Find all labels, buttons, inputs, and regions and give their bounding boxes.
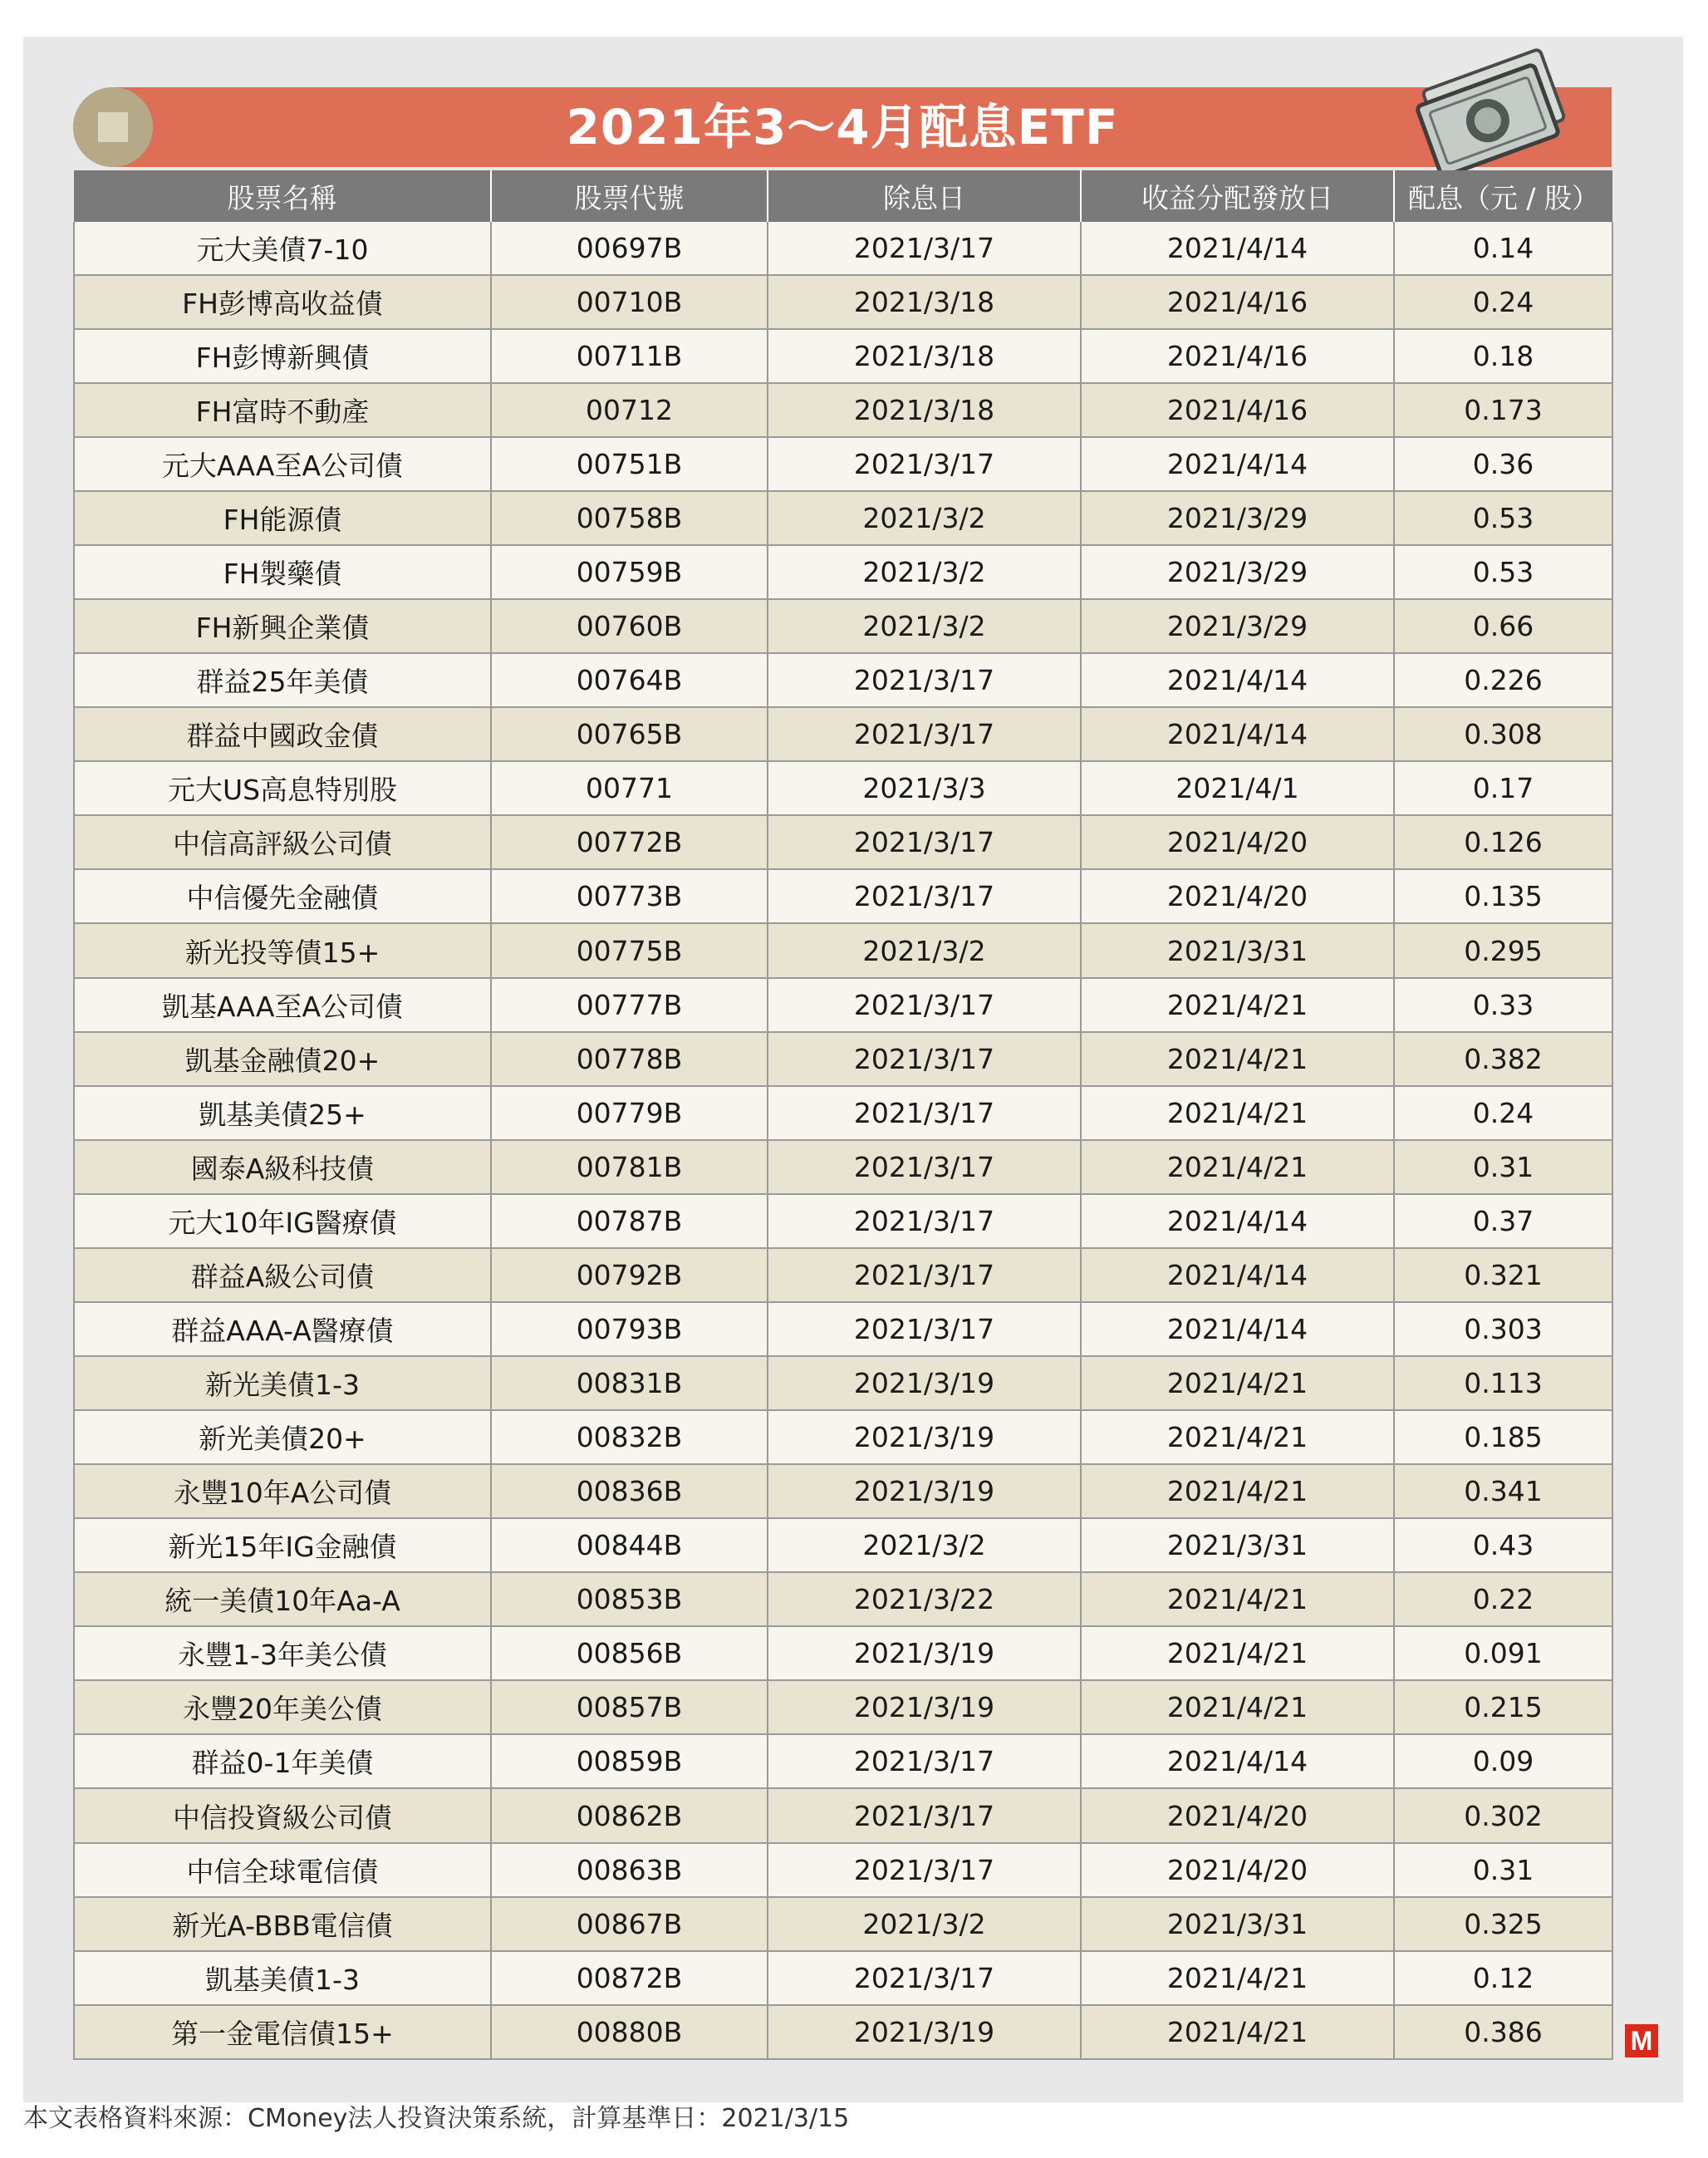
money-bill-icon xyxy=(1404,48,1578,173)
cell-payment-date: 2021/4/21 xyxy=(1081,1086,1394,1140)
cell-stock-code: 00765B xyxy=(491,707,768,761)
cell-ex-dividend-date: 2021/3/19 xyxy=(768,2005,1081,2059)
cell-payment-date: 2021/4/21 xyxy=(1081,978,1394,1032)
cell-ex-dividend-date: 2021/3/18 xyxy=(768,329,1081,383)
table-row xyxy=(74,329,1612,383)
cell-ex-dividend-date: 2021/3/17 xyxy=(768,1140,1081,1194)
cell-dividend: 0.386 xyxy=(1394,2005,1612,2059)
table-row xyxy=(74,1734,1612,1788)
cell-stock-name: FH製藥債 xyxy=(74,545,491,599)
table-row xyxy=(74,1032,1612,1086)
cell-ex-dividend-date: 2021/3/17 xyxy=(768,978,1081,1032)
cell-payment-date: 2021/4/20 xyxy=(1081,869,1394,923)
cell-stock-code: 00710B xyxy=(491,275,768,329)
cell-stock-name: 中信高評級公司債 xyxy=(74,815,491,869)
cell-dividend: 0.091 xyxy=(1394,1626,1612,1680)
cell-ex-dividend-date: 2021/3/2 xyxy=(768,599,1081,653)
cell-stock-code: 00872B xyxy=(491,1951,768,2005)
cell-stock-name: FH彭博高收益債 xyxy=(74,275,491,329)
cell-payment-date: 2021/4/21 xyxy=(1081,1626,1394,1680)
cell-stock-code: 00831B xyxy=(491,1356,768,1410)
table-row xyxy=(74,1140,1612,1194)
cell-stock-code: 00775B xyxy=(491,923,768,977)
cell-stock-code: 00697B xyxy=(491,222,768,275)
cell-payment-date: 2021/3/31 xyxy=(1081,1518,1394,1572)
table-row xyxy=(74,1410,1612,1464)
table-row xyxy=(74,491,1612,545)
cell-stock-name: FH彭博新興債 xyxy=(74,329,491,383)
table-row xyxy=(74,1464,1612,1518)
cell-stock-code: 00777B xyxy=(491,978,768,1032)
cell-ex-dividend-date: 2021/3/17 xyxy=(768,1951,1081,2005)
header-ex-dividend-date: 除息日 xyxy=(768,170,1081,222)
cell-dividend: 0.18 xyxy=(1394,329,1612,383)
cell-payment-date: 2021/4/20 xyxy=(1081,1788,1394,1842)
cell-ex-dividend-date: 2021/3/17 xyxy=(768,1194,1081,1248)
cell-ex-dividend-date: 2021/3/19 xyxy=(768,1680,1081,1734)
cell-ex-dividend-date: 2021/3/18 xyxy=(768,275,1081,329)
cell-ex-dividend-date: 2021/3/19 xyxy=(768,1464,1081,1518)
cell-dividend: 0.22 xyxy=(1394,1572,1612,1626)
cell-dividend: 0.325 xyxy=(1394,1897,1612,1951)
cell-payment-date: 2021/4/14 xyxy=(1081,437,1394,491)
cell-stock-name: 凱基美債25+ xyxy=(74,1086,491,1140)
cell-payment-date: 2021/3/31 xyxy=(1081,923,1394,977)
cell-dividend: 0.12 xyxy=(1394,1951,1612,2005)
cell-stock-code: 00711B xyxy=(491,329,768,383)
cell-stock-code: 00832B xyxy=(491,1410,768,1464)
cell-payment-date: 2021/4/14 xyxy=(1081,1734,1394,1788)
cell-stock-code: 00759B xyxy=(491,545,768,599)
cell-dividend: 0.113 xyxy=(1394,1356,1612,1410)
table-row xyxy=(74,1626,1612,1680)
table-row xyxy=(74,761,1612,815)
cell-dividend: 0.66 xyxy=(1394,599,1612,653)
cell-stock-name: 中信全球電信債 xyxy=(74,1843,491,1897)
table-row xyxy=(74,1356,1612,1410)
cell-stock-code: 00779B xyxy=(491,1086,768,1140)
cell-stock-code: 00760B xyxy=(491,599,768,653)
cell-ex-dividend-date: 2021/3/22 xyxy=(768,1572,1081,1626)
cell-stock-name: 新光A-BBB電信債 xyxy=(74,1897,491,1951)
cell-dividend: 0.382 xyxy=(1394,1032,1612,1086)
table-row xyxy=(74,275,1612,329)
cell-dividend: 0.31 xyxy=(1394,1140,1612,1194)
cell-payment-date: 2021/4/20 xyxy=(1081,1843,1394,1897)
table-row xyxy=(74,383,1612,437)
cell-stock-name: FH能源債 xyxy=(74,491,491,545)
cell-dividend: 0.53 xyxy=(1394,491,1612,545)
cell-payment-date: 2021/4/21 xyxy=(1081,1464,1394,1518)
table-row xyxy=(74,1680,1612,1734)
cell-payment-date: 2021/4/21 xyxy=(1081,1951,1394,2005)
cell-stock-name: 凱基美債1-3 xyxy=(74,1951,491,2005)
cell-stock-code: 00792B xyxy=(491,1248,768,1302)
cell-payment-date: 2021/4/14 xyxy=(1081,1302,1394,1356)
source-note: 本文表格資料來源：CMoney法人投資決策系統，計算基準日：2021/3/15 xyxy=(23,2104,850,2133)
cell-stock-name: 第一金電信債15+ xyxy=(74,2005,491,2059)
cell-stock-name: 群益AAA-A醫療債 xyxy=(74,1302,491,1356)
cell-payment-date: 2021/4/21 xyxy=(1081,1032,1394,1086)
cell-stock-code: 00793B xyxy=(491,1302,768,1356)
cell-stock-name: FH富時不動產 xyxy=(74,383,491,437)
table-row xyxy=(74,545,1612,599)
cell-stock-name: 新光投等債15+ xyxy=(74,923,491,977)
table-row xyxy=(74,923,1612,977)
cell-dividend: 0.36 xyxy=(1394,437,1612,491)
brand-logo: M xyxy=(1625,2024,1658,2057)
cell-stock-name: FH新興企業債 xyxy=(74,599,491,653)
cell-dividend: 0.14 xyxy=(1394,222,1612,275)
table-row xyxy=(74,869,1612,923)
cell-stock-name: 群益中國政金債 xyxy=(74,707,491,761)
table-row xyxy=(74,222,1612,275)
cell-payment-date: 2021/4/14 xyxy=(1081,707,1394,761)
cell-dividend: 0.33 xyxy=(1394,978,1612,1032)
cell-payment-date: 2021/3/29 xyxy=(1081,545,1394,599)
cell-stock-code: 00758B xyxy=(491,491,768,545)
cell-ex-dividend-date: 2021/3/2 xyxy=(768,545,1081,599)
cell-dividend: 0.303 xyxy=(1394,1302,1612,1356)
cell-payment-date: 2021/4/21 xyxy=(1081,1680,1394,1734)
cell-payment-date: 2021/4/16 xyxy=(1081,329,1394,383)
cell-ex-dividend-date: 2021/3/17 xyxy=(768,1788,1081,1842)
cell-ex-dividend-date: 2021/3/17 xyxy=(768,815,1081,869)
cell-payment-date: 2021/3/29 xyxy=(1081,599,1394,653)
cell-stock-code: 00764B xyxy=(491,653,768,707)
cell-dividend: 0.43 xyxy=(1394,1518,1612,1572)
cell-payment-date: 2021/4/14 xyxy=(1081,1194,1394,1248)
cell-stock-name: 凱基AAA至A公司債 xyxy=(74,978,491,1032)
cell-stock-name: 永豐1-3年美公債 xyxy=(74,1626,491,1680)
cell-ex-dividend-date: 2021/3/17 xyxy=(768,869,1081,923)
cell-dividend: 0.308 xyxy=(1394,707,1612,761)
cell-stock-code: 00867B xyxy=(491,1897,768,1951)
cell-ex-dividend-date: 2021/3/17 xyxy=(768,1086,1081,1140)
cell-ex-dividend-date: 2021/3/2 xyxy=(768,1897,1081,1951)
cell-dividend: 0.126 xyxy=(1394,815,1612,869)
cell-stock-name: 新光15年IG金融債 xyxy=(74,1518,491,1572)
cell-dividend: 0.173 xyxy=(1394,383,1612,437)
table-row xyxy=(74,1843,1612,1897)
cell-stock-code: 00856B xyxy=(491,1626,768,1680)
cell-ex-dividend-date: 2021/3/17 xyxy=(768,1032,1081,1086)
cell-ex-dividend-date: 2021/3/17 xyxy=(768,653,1081,707)
cell-dividend: 0.17 xyxy=(1394,761,1612,815)
cell-stock-name: 元大10年IG醫療債 xyxy=(74,1194,491,1248)
cell-stock-name: 中信投資級公司債 xyxy=(74,1788,491,1842)
cell-payment-date: 2021/4/1 xyxy=(1081,761,1394,815)
cell-dividend: 0.31 xyxy=(1394,1843,1612,1897)
table-row xyxy=(74,815,1612,869)
cell-payment-date: 2021/4/21 xyxy=(1081,1410,1394,1464)
table-row xyxy=(74,1572,1612,1626)
cell-payment-date: 2021/4/14 xyxy=(1081,222,1394,275)
table-row xyxy=(74,1302,1612,1356)
table-row xyxy=(74,599,1612,653)
cell-ex-dividend-date: 2021/3/19 xyxy=(768,1626,1081,1680)
cell-ex-dividend-date: 2021/3/3 xyxy=(768,761,1081,815)
cell-payment-date: 2021/4/21 xyxy=(1081,1140,1394,1194)
table-row xyxy=(74,2005,1612,2059)
cell-dividend: 0.321 xyxy=(1394,1248,1612,1302)
header-stock-name: 股票名稱 xyxy=(74,170,491,222)
cell-payment-date: 2021/4/21 xyxy=(1081,1356,1394,1410)
cell-stock-name: 凱基金融債20+ xyxy=(74,1032,491,1086)
table-row xyxy=(74,1518,1612,1572)
cell-stock-code: 00771 xyxy=(491,761,768,815)
cell-dividend: 0.302 xyxy=(1394,1788,1612,1842)
cell-dividend: 0.226 xyxy=(1394,653,1612,707)
cell-payment-date: 2021/4/20 xyxy=(1081,815,1394,869)
cell-dividend: 0.215 xyxy=(1394,1680,1612,1734)
table-row xyxy=(74,978,1612,1032)
cell-dividend: 0.24 xyxy=(1394,275,1612,329)
cell-stock-code: 00880B xyxy=(491,2005,768,2059)
cell-stock-code: 00787B xyxy=(491,1194,768,1248)
cell-stock-code: 00844B xyxy=(491,1518,768,1572)
cell-stock-name: 統一美債10年Aa-A xyxy=(74,1572,491,1626)
cell-ex-dividend-date: 2021/3/2 xyxy=(768,491,1081,545)
cell-dividend: 0.135 xyxy=(1394,869,1612,923)
cell-payment-date: 2021/4/14 xyxy=(1081,1248,1394,1302)
cell-stock-name: 群益25年美債 xyxy=(74,653,491,707)
cell-stock-code: 00751B xyxy=(491,437,768,491)
cell-payment-date: 2021/3/29 xyxy=(1081,491,1394,545)
cell-stock-name: 群益A級公司債 xyxy=(74,1248,491,1302)
cell-stock-name: 群益0-1年美債 xyxy=(74,1734,491,1788)
cell-ex-dividend-date: 2021/3/17 xyxy=(768,1248,1081,1302)
cell-dividend: 0.53 xyxy=(1394,545,1612,599)
cell-stock-code: 00712 xyxy=(491,383,768,437)
table-row xyxy=(74,1086,1612,1140)
cell-stock-name: 永豐20年美公債 xyxy=(74,1680,491,1734)
header-payment-date: 收益分配發放日 xyxy=(1081,170,1394,222)
table-row xyxy=(74,437,1612,491)
cell-ex-dividend-date: 2021/3/17 xyxy=(768,222,1081,275)
table-header-row xyxy=(74,170,1612,222)
cell-stock-code: 00853B xyxy=(491,1572,768,1626)
cell-stock-code: 00863B xyxy=(491,1843,768,1897)
table-row xyxy=(74,653,1612,707)
cell-payment-date: 2021/4/16 xyxy=(1081,383,1394,437)
cell-stock-code: 00773B xyxy=(491,869,768,923)
cell-payment-date: 2021/4/21 xyxy=(1081,1572,1394,1626)
table-row xyxy=(74,1897,1612,1951)
table-row xyxy=(74,1951,1612,2005)
page-title: 2021年3～4月配息ETF xyxy=(566,99,1119,155)
cell-stock-name: 元大美債7-10 xyxy=(74,222,491,275)
cell-dividend: 0.09 xyxy=(1394,1734,1612,1788)
cell-stock-name: 新光美債20+ xyxy=(74,1410,491,1464)
cell-ex-dividend-date: 2021/3/2 xyxy=(768,1518,1081,1572)
cell-stock-name: 元大US高息特別股 xyxy=(74,761,491,815)
cell-stock-name: 中信優先金融債 xyxy=(74,869,491,923)
cell-dividend: 0.185 xyxy=(1394,1410,1612,1464)
cell-stock-code: 00836B xyxy=(491,1464,768,1518)
cell-stock-code: 00772B xyxy=(491,815,768,869)
cell-stock-code: 00781B xyxy=(491,1140,768,1194)
header-stock-code: 股票代號 xyxy=(491,170,768,222)
header-dividend: 配息（元 / 股） xyxy=(1394,170,1612,222)
cell-ex-dividend-date: 2021/3/17 xyxy=(768,707,1081,761)
cell-payment-date: 2021/4/21 xyxy=(1081,2005,1394,2059)
cell-stock-name: 國泰A級科技債 xyxy=(74,1140,491,1194)
cell-ex-dividend-date: 2021/3/18 xyxy=(768,383,1081,437)
cell-stock-code: 00857B xyxy=(491,1680,768,1734)
cell-dividend: 0.37 xyxy=(1394,1194,1612,1248)
cell-payment-date: 2021/4/14 xyxy=(1081,653,1394,707)
cell-payment-date: 2021/3/31 xyxy=(1081,1897,1394,1951)
cell-ex-dividend-date: 2021/3/17 xyxy=(768,1734,1081,1788)
cell-payment-date: 2021/4/16 xyxy=(1081,275,1394,329)
table-row xyxy=(74,1788,1612,1842)
table-row xyxy=(74,1248,1612,1302)
cell-ex-dividend-date: 2021/3/17 xyxy=(768,437,1081,491)
cell-stock-code: 00862B xyxy=(491,1788,768,1842)
table-row xyxy=(74,1194,1612,1248)
cell-stock-name: 元大AAA至A公司債 xyxy=(74,437,491,491)
cell-stock-code: 00859B xyxy=(491,1734,768,1788)
cell-dividend: 0.295 xyxy=(1394,923,1612,977)
cell-dividend: 0.24 xyxy=(1394,1086,1612,1140)
cell-ex-dividend-date: 2021/3/19 xyxy=(768,1356,1081,1410)
cell-stock-code: 00778B xyxy=(491,1032,768,1086)
table-row xyxy=(74,707,1612,761)
cell-ex-dividend-date: 2021/3/19 xyxy=(768,1410,1081,1464)
cell-ex-dividend-date: 2021/3/2 xyxy=(768,923,1081,977)
cell-stock-name: 永豐10年A公司債 xyxy=(74,1464,491,1518)
cell-dividend: 0.341 xyxy=(1394,1464,1612,1518)
cell-stock-name: 新光美債1-3 xyxy=(74,1356,491,1410)
cell-ex-dividend-date: 2021/3/17 xyxy=(768,1302,1081,1356)
etf-dividend-table xyxy=(73,170,1613,2060)
cell-ex-dividend-date: 2021/3/17 xyxy=(768,1843,1081,1897)
